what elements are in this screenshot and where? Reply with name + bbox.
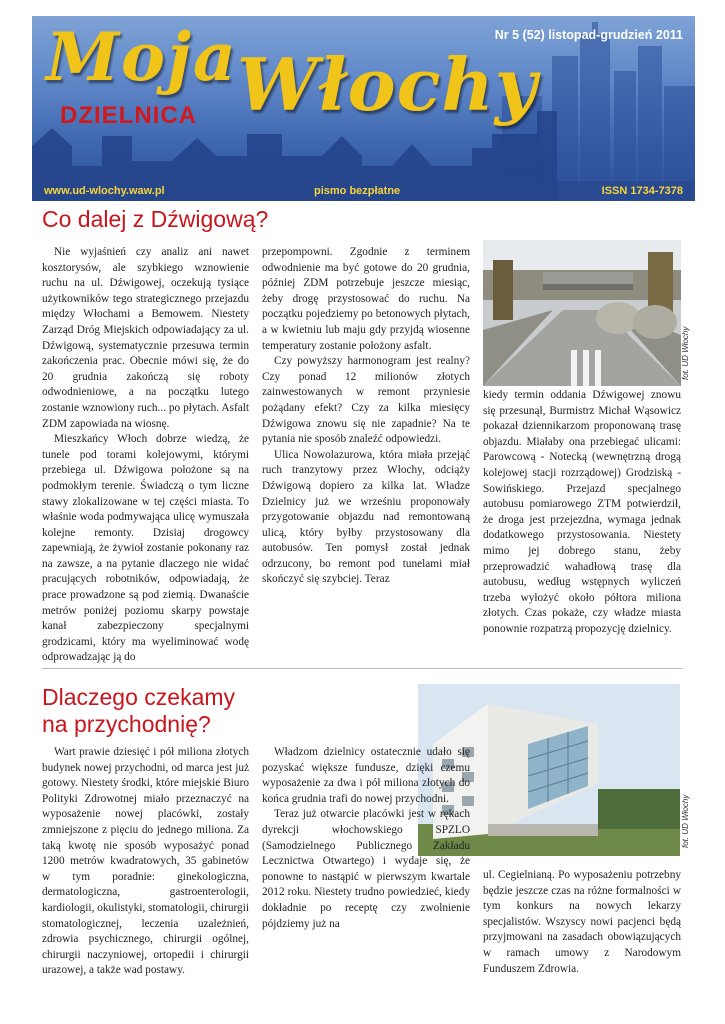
article1-col2-para: przepompowni. Zgodnie z terminem odwodnienie ma być gotowe do 20 grudnia, później ZDM potrzebuje jeszcze miesiąc, żeby drogę przystosować do ruchu. Na początku pojedziemy po betonowych płytach, a w kwietniu lub maju gdy przyjdą wiosenne temperatury zostanie położony asfalt. xyxy=(262,246,470,352)
photo-credit-1: fot. UD Włochy xyxy=(681,326,690,380)
article2-column-3 xyxy=(483,868,681,977)
article2-title xyxy=(42,684,235,738)
article1-col1-para: Nie wyjaśnień czy analiz ani nawet kosztorysów, ale szybkiego wznowienie ruchu na ul. Dźwigowej, oczekują tysiące użytkowników tego strategicznego przejazdu między Włochami a Bemowem. Niestety Zarząd Dróg Miejskich odpowiadający za ul. Dźwigową, systematycznie przesuwa termin zakończenia prac. Obecnie mówi się, że do 20 grudnia zakończą się roboty odwodnieniowe, a na początku lutego zostanie wznowiony ruch... po płytach. Asfalt ZDM zapowiada na wiosnę. xyxy=(42,246,249,430)
article1-title: Co dalej z Dźwigową? xyxy=(42,206,269,232)
article2-col1-para: Wart prawie dziesięć i pół miliona złotych budynek nowej przychodni, od marca jest już gotowy. Niestety środki, które miejskie Biuro Polityki Zdrowotnej miało przeznaczyć na wyposażenie nowej placówki, zostały zmniejszone z pięciu do jednego miliona. Za taką kwotę nie sposób wyposażyć ponad 1200 metrów kwadratowych, 35 gabinetów w tym poradnie: ginekologiczna, dermatologiczna, gastroenterologii, kardiologii, okulistyki, stomatologii, chirurgii stomatologicznej, leczenia uzależnień, zdrowia psychicznego, chirurgii ogólnej, chirurgii naczyniowej, ortopedii i chirurgii urazowej, a także wad postawy. xyxy=(42,746,249,977)
article1-column-3 xyxy=(483,388,681,638)
section-divider xyxy=(42,668,683,669)
article2-col2-para: Władzom dzielnicy ostatecznie udało się pozyskać większe fundusze, dzięki czemu wyposażenie za dwa i pół miliona złotych do końca grudnia trafi do nowej przychodni. xyxy=(262,746,470,805)
masthead-info-bar xyxy=(32,181,695,201)
logo-word-moja: Moja xyxy=(46,18,238,96)
article2-column-1 xyxy=(42,745,249,979)
issn-label: ISSN 1734-7378 xyxy=(601,185,683,197)
article2-title-line2: na przychodnię? xyxy=(42,711,211,737)
article2-col3-para: ul. Cegielnianą. Po wyposażeniu potrzebny będzie jeszcze czas na różne formalności w tym konkurs na nowych lekarzy specjalistów. Wszyscy nowi pacjenci będą przyjmowani na zasadach obowiązujących w ramach umowy z Narodowym Funduszem Zdrowia. xyxy=(483,869,681,975)
article1-col3-para: kiedy termin oddania Dźwigowej znowu się przesunął, Burmistrz Michał Wąsowicz pokazał dziennikarzom proponowaną trasę objazdu. Miałaby ona przebiegać ulicami: Parowcową - Notecką (wewnętrzną drogą kolejowej stacji rozrządowej) Grodziską - Sowińskiego. Przejazd specjalnego autobusu pomiarowego ZTM potwierdził, że droga jest przejezdna, wymaga jednak dodatkowego przystosowania. Niestety mimo jej dobrego stanu, żeby przeprowadzić wahadłową trasę dla autobusu, według wstępnych wyliczeń trzeba wyłożyć około półtora miliona złotych. Czas pokaże, czy władze miasta ponownie rozpatrzą propozycję dzielnicy. xyxy=(483,389,681,635)
article1-col2-para: Ulica Nowolazurowa, która miała przejąć ruch tranzytowy przez Włochy, odciąży Dźwigową dopiero za kilka lat. Władze Dzielnicy już we wrześniu proponowały przygotowanie objazdu nad remontowaną ulicą, który byłby przystosowany dla autobusów. Ten pomysł został jednak odrzucony, bo remont pod tunelami miał skończyć się szybciej. Teraz xyxy=(262,448,470,586)
logo-word-wlochy: Włochy xyxy=(237,42,538,127)
article2-col2-para: Teraz już otwarcie placówki jest w rękach dyrekcji włochowskiego SPZLO (Samodzielnego Publicznego Zakładu Lecznictwa Otwartego) i wydaje się, że ponowne to nastąpić w pierwszym kwartale 2012 roku. Niestety trudno powiedzieć, kiedy dokładnie po receptę czy zwolnienie pójdziemy już na xyxy=(262,808,470,930)
logo-word-dzielnica: DZIELNICA xyxy=(60,102,197,129)
masthead xyxy=(32,16,695,201)
article1-col1-para: Mieszkańcy Włoch dobrze wiedzą, że tunele pod torami kolejowymi, którymi przebiega ul. Dźwigowa położone są na podmokłym terenie. Świadczą o tym liczne stawy zlokalizowane w tej części miasta. To właśnie woda podmywająca ulicę wymuszała kolejne remonty. Dzisiaj drogowcy zapewniają, że żywioł zostanie pokonany raz na zawsze, a na pytanie dlaczego nie widać pracujących robotników, odpowiadają, że prace prowadzone są pod ziemią. Dwanaście metrów poniżej poziomu skarpy powstaje kanał zabezpieczony specjalnymi grodzicami, który ma wyeliminować wodę odprowadzając ją do xyxy=(42,433,249,664)
photo-credit-2: fot. UD Włochy xyxy=(681,794,690,848)
article2-title-line1: Dlaczego czekamy xyxy=(42,684,236,710)
article1-column-2 xyxy=(262,245,470,588)
road-repair-photo xyxy=(483,240,681,386)
issue-number: Nr 5 (52) listopad-grudzień 2011 xyxy=(494,28,683,42)
article1-col2-para: Czy powyższy harmonogram jest realny? Czy ponad 12 milionów złotych zainwestowanych w remont przyniesie pożądany efekt? Czy za kilka miesięcy Dźwigowa znowu się nie zapadnie? Na te pytania nie sposób znaleźć odpowiedzi. xyxy=(262,355,470,446)
article1-column-1 xyxy=(42,245,249,666)
article2-column-2 xyxy=(262,745,470,932)
free-label: pismo bezpłatne xyxy=(314,185,401,197)
website-link[interactable]: www.ud-wlochy.waw.pl xyxy=(44,185,165,197)
